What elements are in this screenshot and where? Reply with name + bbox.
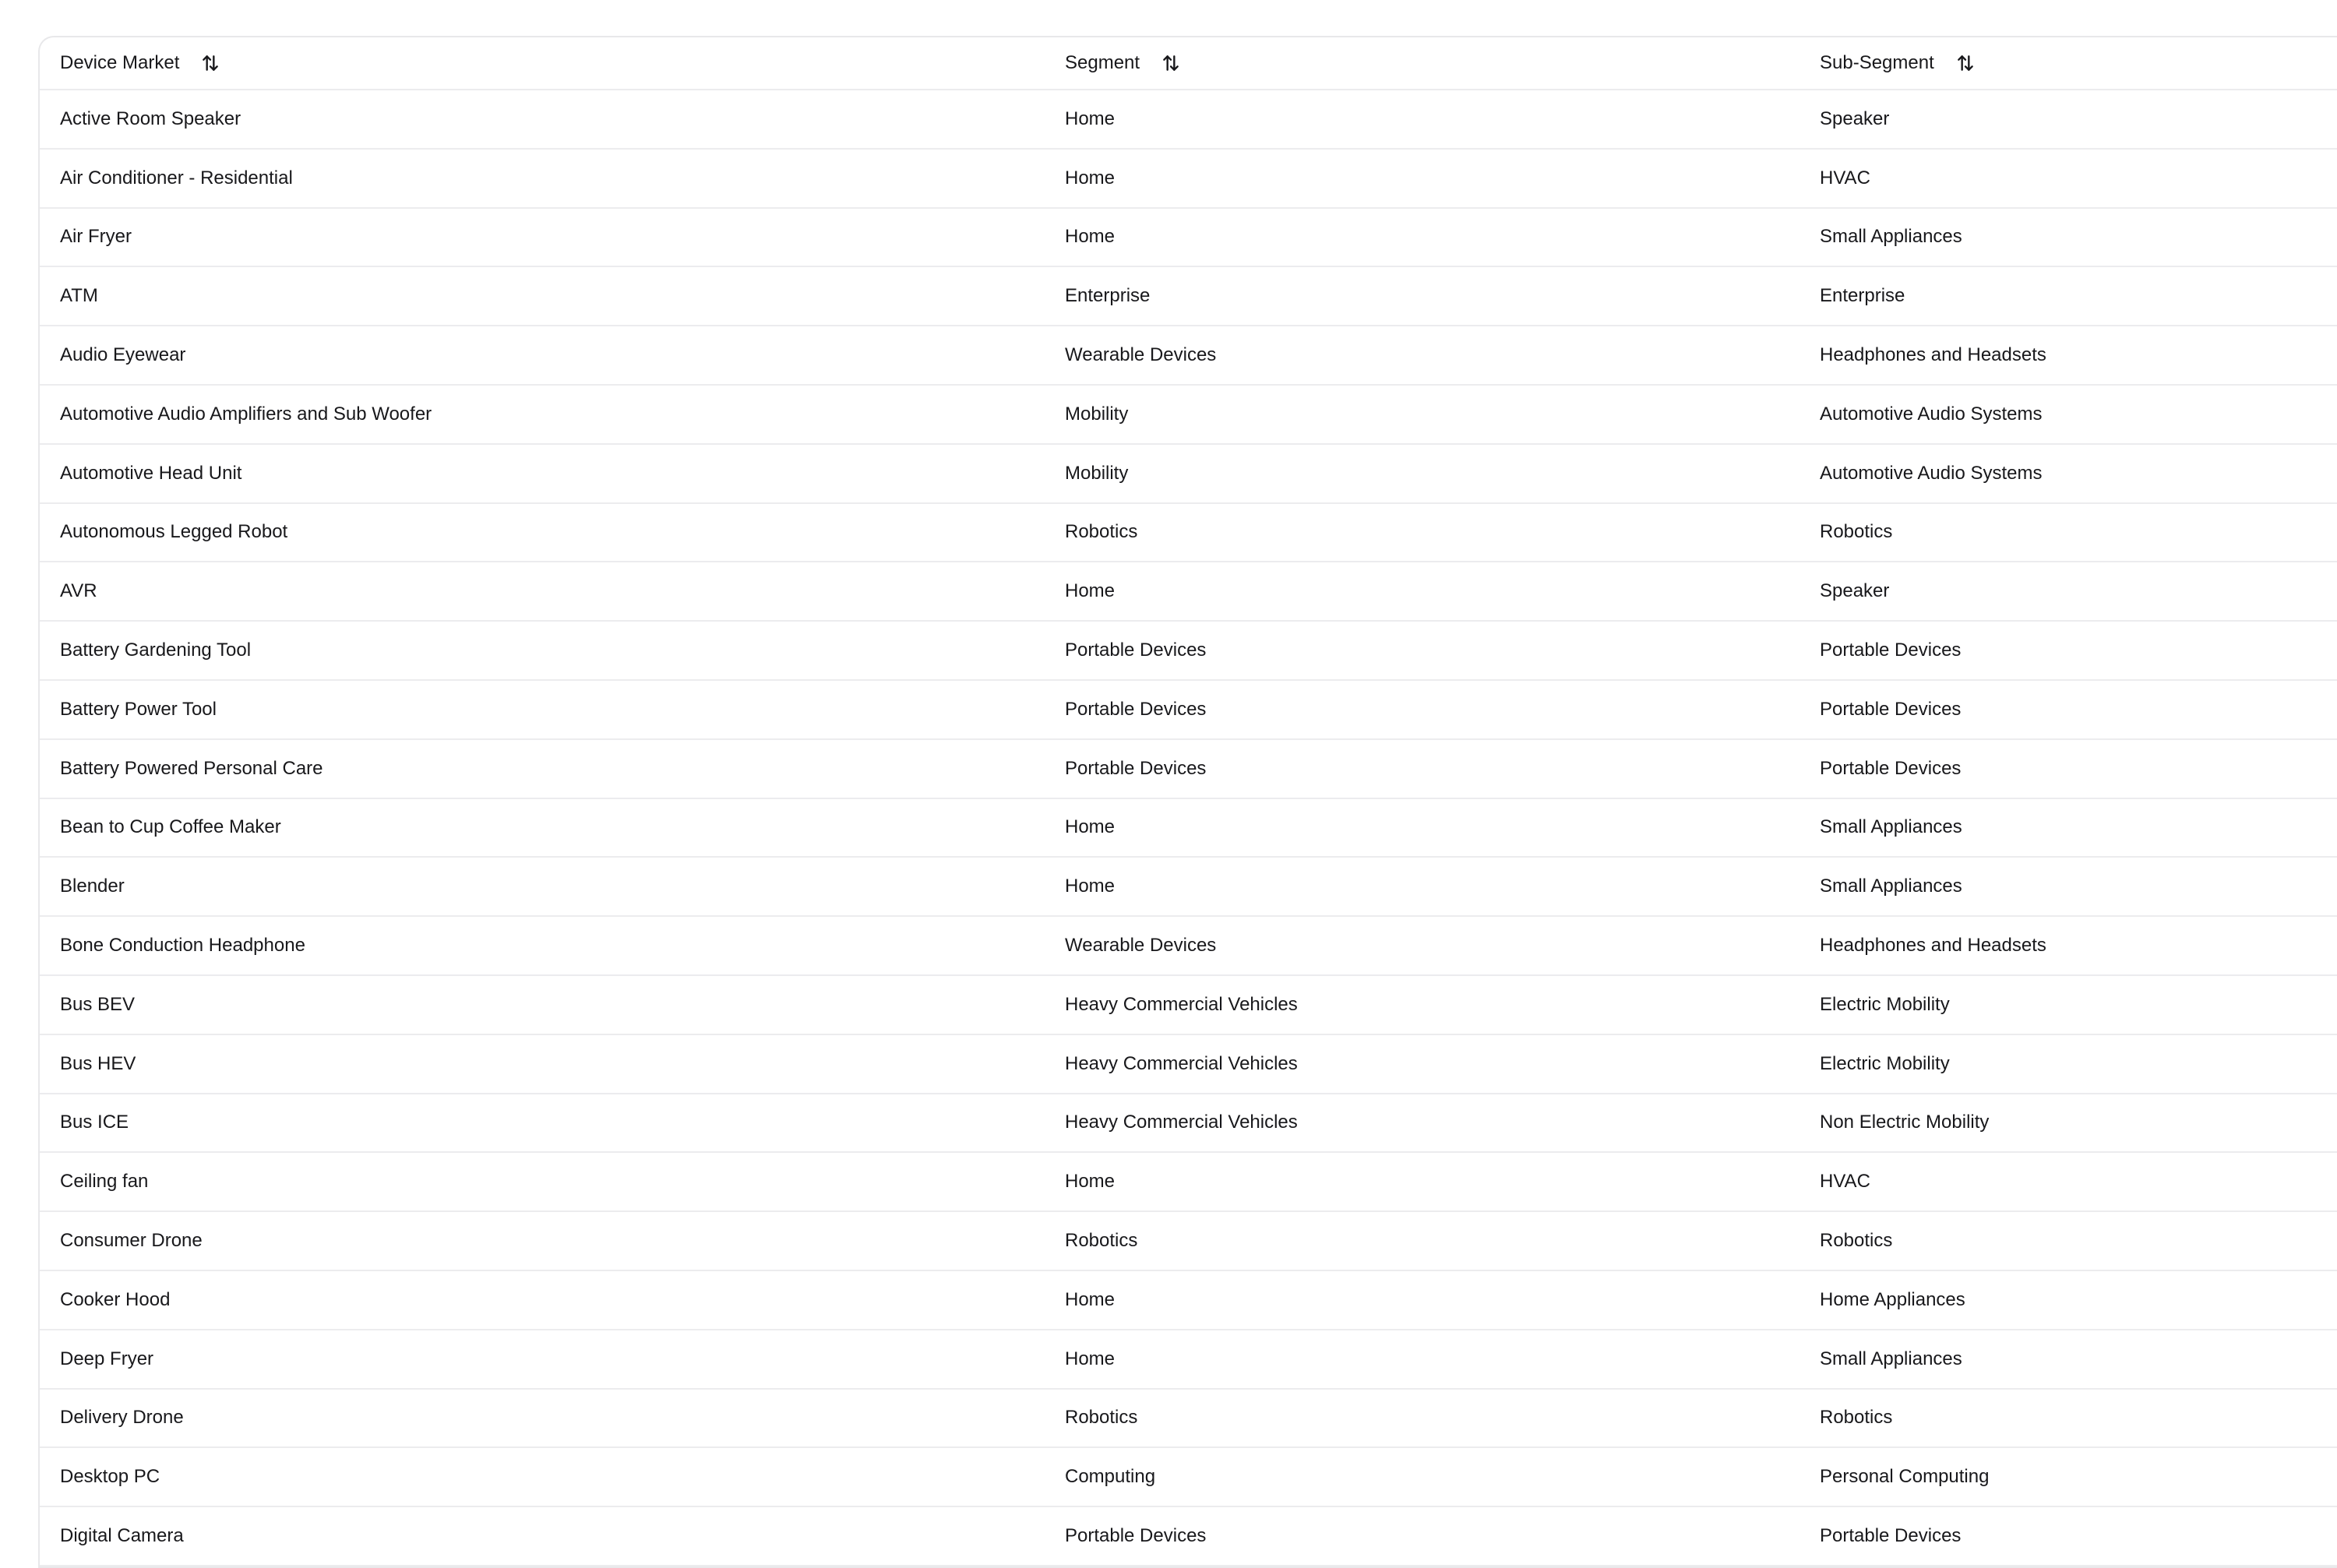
cell-device-market: Audio Eyewear: [40, 326, 1045, 385]
table-row[interactable]: [40, 916, 2337, 975]
table-row[interactable]: [40, 444, 2337, 503]
cell-sub-segment: Small Appliances: [1799, 1330, 2337, 1389]
cell-device-market: Air Fryer: [40, 208, 1045, 267]
cell-sub-segment: Speaker: [1799, 90, 2337, 149]
table-row[interactable]: [40, 1389, 2337, 1448]
cell-device-market: Cooker Hood: [40, 1270, 1045, 1330]
cell-segment: Portable Devices: [1045, 1506, 1799, 1566]
cell-segment: Robotics: [1045, 1211, 1799, 1270]
table-row[interactable]: [40, 326, 2337, 385]
table-row[interactable]: [40, 1447, 2337, 1506]
cell-segment: Home: [1045, 1152, 1799, 1211]
cell-device-market: Consumer Drone: [40, 1211, 1045, 1270]
sort-arrows-icon[interactable]: [199, 52, 221, 74]
cell-segment: Mobility: [1045, 385, 1799, 444]
cell-device-market: Blender: [40, 857, 1045, 916]
table-row[interactable]: [40, 562, 2337, 621]
table-row[interactable]: [40, 503, 2337, 562]
cell-segment: Portable Devices: [1045, 680, 1799, 739]
cell-segment: Portable Devices: [1045, 739, 1799, 798]
cell-sub-segment: Small Appliances: [1799, 208, 2337, 267]
table-row[interactable]: [40, 857, 2337, 916]
cell-device-market: Automotive Head Unit: [40, 444, 1045, 503]
column-header-content: [1065, 52, 1182, 74]
cell-segment: Heavy Commercial Vehicles: [1045, 1034, 1799, 1094]
cell-sub-segment: Robotics: [1799, 1389, 2337, 1448]
table-row[interactable]: [40, 90, 2337, 149]
cell-device-market: AVR: [40, 562, 1045, 621]
table-row[interactable]: [40, 1211, 2337, 1270]
header-row: [40, 37, 2337, 90]
cell-segment: Home: [1045, 149, 1799, 208]
table-row[interactable]: [40, 739, 2337, 798]
table-row[interactable]: [40, 208, 2337, 267]
cell-device-market: Automotive Audio Amplifiers and Sub Woofer: [40, 385, 1045, 444]
cell-segment: Home: [1045, 798, 1799, 858]
cell-device-market: Desktop PC: [40, 1447, 1045, 1506]
table-row[interactable]: [40, 1094, 2337, 1153]
table-row[interactable]: [40, 1270, 2337, 1330]
table-row[interactable]: [40, 1034, 2337, 1094]
column-header-segment[interactable]: [1045, 37, 1799, 90]
table-header: [40, 37, 2337, 90]
cell-segment: Robotics: [1045, 503, 1799, 562]
cell-sub-segment: Small Appliances: [1799, 798, 2337, 858]
cell-segment: Enterprise: [1045, 266, 1799, 326]
cell-sub-segment: Electric Mobility: [1799, 975, 2337, 1034]
cell-segment: Portable Devices: [1045, 621, 1799, 680]
cell-device-market: Bus HEV: [40, 1034, 1045, 1094]
column-header-label: Device Market: [60, 52, 180, 73]
table-row[interactable]: [40, 798, 2337, 858]
sort-arrows-icon[interactable]: [1160, 52, 1182, 74]
table-row[interactable]: [40, 1152, 2337, 1211]
cell-segment: Wearable Devices: [1045, 326, 1799, 385]
cell-segment: Heavy Commercial Vehicles: [1045, 975, 1799, 1034]
cell-device-market: Bus BEV: [40, 975, 1045, 1034]
cell-sub-segment: Personal Computing: [1799, 1447, 2337, 1506]
device-market-table-card: [38, 36, 2337, 1568]
cell-segment: Home: [1045, 208, 1799, 267]
cell-segment: Mobility: [1045, 444, 1799, 503]
cell-device-market: Deep Fryer: [40, 1330, 1045, 1389]
device-market-table: [40, 37, 2337, 1566]
cell-device-market: Delivery Drone: [40, 1389, 1045, 1448]
sort-arrows-icon[interactable]: [1955, 52, 1976, 74]
cell-segment: Home: [1045, 90, 1799, 149]
cell-segment: Home: [1045, 1330, 1799, 1389]
cell-device-market: Autonomous Legged Robot: [40, 503, 1045, 562]
cell-sub-segment: Portable Devices: [1799, 621, 2337, 680]
cell-device-market: Bean to Cup Coffee Maker: [40, 798, 1045, 858]
table-row[interactable]: [40, 680, 2337, 739]
column-header-device-market[interactable]: [40, 37, 1045, 90]
cell-sub-segment: Automotive Audio Systems: [1799, 444, 2337, 503]
cell-segment: Wearable Devices: [1045, 916, 1799, 975]
table-row[interactable]: [40, 266, 2337, 326]
cell-sub-segment: Electric Mobility: [1799, 1034, 2337, 1094]
cell-sub-segment: Enterprise: [1799, 266, 2337, 326]
table-row[interactable]: [40, 385, 2337, 444]
cell-segment: Computing: [1045, 1447, 1799, 1506]
cell-sub-segment: HVAC: [1799, 1152, 2337, 1211]
cell-sub-segment: Automotive Audio Systems: [1799, 385, 2337, 444]
cell-device-market: Active Room Speaker: [40, 90, 1045, 149]
cell-sub-segment: Portable Devices: [1799, 1506, 2337, 1566]
table-body: [40, 90, 2337, 1566]
column-header-label: Segment: [1065, 52, 1140, 73]
cell-sub-segment: Portable Devices: [1799, 680, 2337, 739]
column-header-label: Sub-Segment: [1820, 52, 1934, 73]
table-row[interactable]: [40, 621, 2337, 680]
cell-segment: Robotics: [1045, 1389, 1799, 1448]
cell-sub-segment: Portable Devices: [1799, 739, 2337, 798]
column-header-sub-segment[interactable]: [1799, 37, 2337, 90]
cell-sub-segment: HVAC: [1799, 149, 2337, 208]
cell-segment: Home: [1045, 1270, 1799, 1330]
cell-sub-segment: Small Appliances: [1799, 857, 2337, 916]
cell-device-market: Bone Conduction Headphone: [40, 916, 1045, 975]
cell-sub-segment: Non Electric Mobility: [1799, 1094, 2337, 1153]
cell-device-market: Battery Power Tool: [40, 680, 1045, 739]
cell-device-market: Battery Powered Personal Care: [40, 739, 1045, 798]
cell-device-market: Ceiling fan: [40, 1152, 1045, 1211]
table-row[interactable]: [40, 975, 2337, 1034]
cell-sub-segment: Headphones and Headsets: [1799, 916, 2337, 975]
table-row[interactable]: [40, 149, 2337, 208]
cell-device-market: Bus ICE: [40, 1094, 1045, 1153]
cell-device-market: Digital Camera: [40, 1506, 1045, 1566]
cell-device-market: Battery Gardening Tool: [40, 621, 1045, 680]
cell-sub-segment: Speaker: [1799, 562, 2337, 621]
column-header-content: [60, 52, 221, 74]
table-row[interactable]: [40, 1506, 2337, 1566]
cell-sub-segment: Robotics: [1799, 503, 2337, 562]
cell-segment: Home: [1045, 562, 1799, 621]
cell-sub-segment: Robotics: [1799, 1211, 2337, 1270]
table-row[interactable]: [40, 1330, 2337, 1389]
cell-device-market: ATM: [40, 266, 1045, 326]
cell-segment: Heavy Commercial Vehicles: [1045, 1094, 1799, 1153]
column-header-content: [1820, 52, 1976, 74]
cell-sub-segment: Headphones and Headsets: [1799, 326, 2337, 385]
cell-segment: Home: [1045, 857, 1799, 916]
cell-device-market: Air Conditioner - Residential: [40, 149, 1045, 208]
cell-sub-segment: Home Appliances: [1799, 1270, 2337, 1330]
